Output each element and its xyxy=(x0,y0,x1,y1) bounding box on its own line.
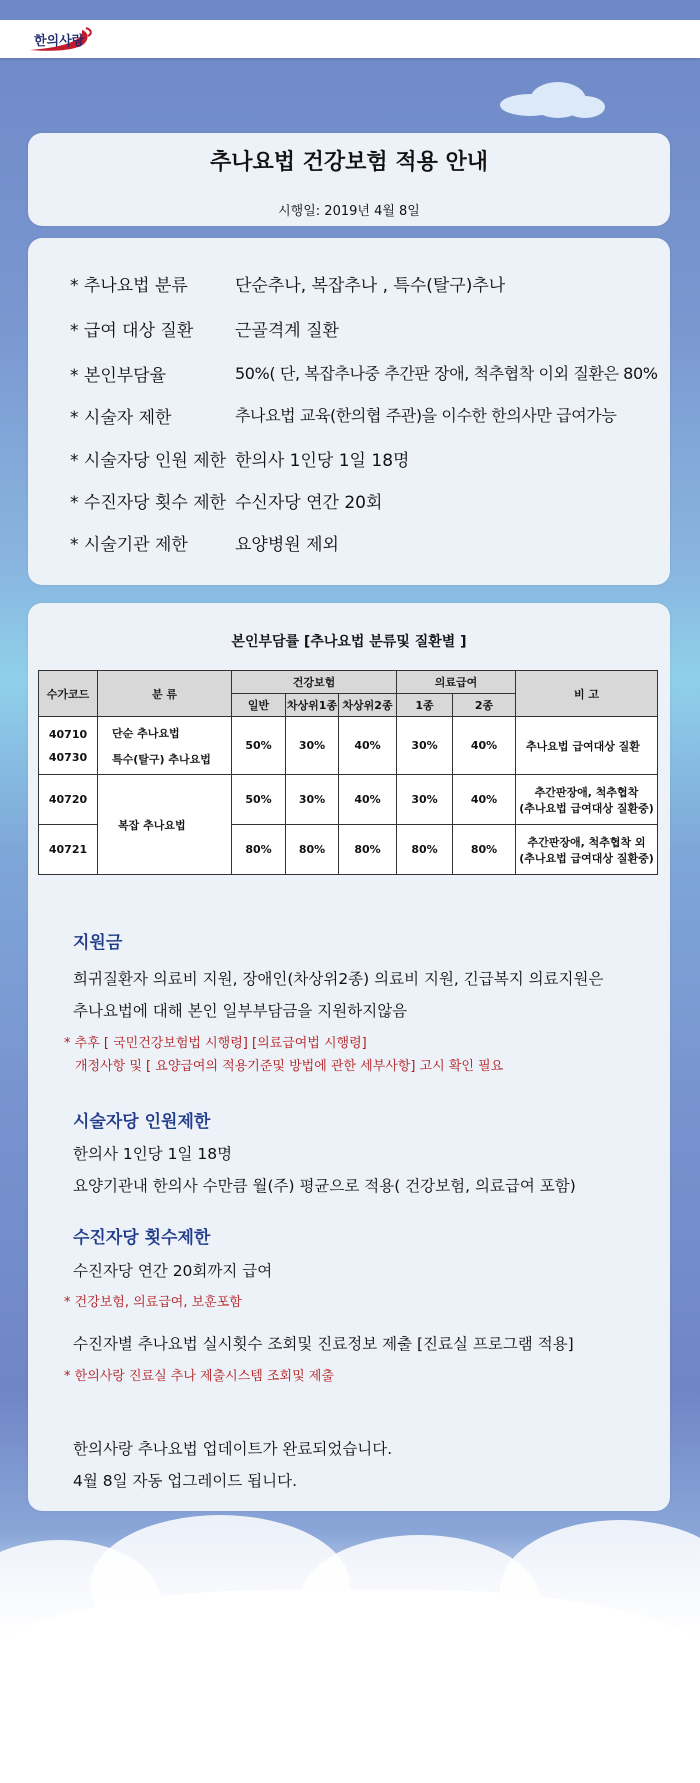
col-insurance: 건강보험 xyxy=(232,671,397,694)
category-value: 특수(탈구) 추나요법 xyxy=(112,752,211,766)
visit-limit-line: 수진자당 연간 20회까지 급여 xyxy=(73,1262,273,1280)
rate-cell: 40% xyxy=(339,717,397,775)
remarks-cell: 추나요법 급여대상 질환 xyxy=(516,717,658,775)
subsidy-heading: 지원금 xyxy=(73,933,123,953)
rule-row xyxy=(70,530,670,555)
rule-key: * 수진자당 횟수 제한 xyxy=(70,493,227,513)
rule-value: 한의사 1인당 1일 18명 xyxy=(235,451,410,471)
title-card xyxy=(28,133,670,226)
rate-cell: 40% xyxy=(339,775,397,825)
effective-date: 시행일: 2019년 4월 8일 xyxy=(278,204,420,219)
rule-key: * 시술자 제한 xyxy=(70,408,172,428)
rate-cell: 80% xyxy=(339,825,397,875)
remarks-line: (추나요법 급여대상 질환중) xyxy=(519,801,654,815)
rate-cell: 80% xyxy=(286,825,339,875)
remarks-cell xyxy=(516,775,658,825)
rule-key: * 시술기관 제한 xyxy=(70,535,188,555)
remarks-line: 추간판장애, 척추협착 xyxy=(534,785,639,799)
rate-cell: 80% xyxy=(232,825,286,875)
col-code: 수가코드 xyxy=(39,671,98,717)
category-value: 단순 추나요법 xyxy=(112,726,180,740)
notice-title: 추나요법 건강보험 적용 안내 xyxy=(209,150,488,175)
subcol-aid-2: 2종 xyxy=(453,694,516,717)
rate-cell: 80% xyxy=(397,825,453,875)
subcol-nextlowest-1: 차상위1종 xyxy=(286,694,339,717)
rule-row xyxy=(70,488,670,513)
table-row xyxy=(39,717,658,775)
code-cell xyxy=(39,717,98,775)
subsidy-line: 추나요법에 대해 본인 일부부담금을 지원하지않음 xyxy=(73,1002,408,1020)
staff-limit-line: 한의사 1인당 1일 18명 xyxy=(73,1145,233,1163)
subsidy-line: 희귀질환자 의료비 지원, 장애인(차상위2종) 의료비 지원, 긴급복지 의료지원은 xyxy=(73,970,604,988)
col-medical-aid: 의료급여 xyxy=(397,671,516,694)
subcol-aid-1: 1종 xyxy=(397,694,453,717)
subsidy-note: 개정사항 및 [ 요양급여의 적용기준및 방법에 관한 세부사항] 고시 확인 필요 xyxy=(75,1059,504,1074)
col-remarks: 비 고 xyxy=(516,671,658,717)
rate-cell: 30% xyxy=(397,717,453,775)
visit-limit-note: * 한의사랑 진료실 추나 제출시스템 조회및 제출 xyxy=(64,1369,334,1384)
staff-limit-heading: 시술자당 인원제한 xyxy=(73,1112,211,1132)
update-line: 한의사랑 추나요법 업데이트가 완료되었습니다. xyxy=(73,1440,393,1458)
rule-row xyxy=(70,446,670,471)
rule-value: 요양병원 제외 xyxy=(235,535,339,555)
remarks-line: (추나요법 급여대상 질환중) xyxy=(519,851,654,865)
copay-table xyxy=(38,670,658,875)
code-cell: 40720 xyxy=(39,775,98,825)
rule-key: * 시술자당 인원 제한 xyxy=(70,451,227,471)
rate-cell: 50% xyxy=(232,775,286,825)
subsidy-note: * 추후 [ 국민건강보험법 시행령] [의료급여법 시행령] xyxy=(64,1036,367,1051)
update-line: 4월 8일 자동 업그레이드 됩니다. xyxy=(73,1472,298,1490)
rule-row xyxy=(70,271,670,296)
rule-row xyxy=(70,361,670,386)
subcol-general: 일반 xyxy=(232,694,286,717)
rate-cell: 50% xyxy=(232,717,286,775)
rate-cell: 30% xyxy=(286,775,339,825)
category-cell xyxy=(98,717,232,775)
cloud-decoration xyxy=(0,1590,700,1783)
rule-row xyxy=(70,316,670,341)
col-category: 분 류 xyxy=(98,671,232,717)
rate-cell: 30% xyxy=(397,775,453,825)
rule-value: 수신자당 연간 20회 xyxy=(235,493,383,513)
visit-limit-heading: 수진자당 횟수제한 xyxy=(73,1228,211,1248)
rate-cell: 40% xyxy=(453,775,516,825)
rule-key: * 본인부담율 xyxy=(70,366,167,386)
code-value: 40730 xyxy=(48,750,88,764)
rate-cell: 80% xyxy=(453,825,516,875)
visit-limit-note: * 건강보험, 의료급여, 보훈포함 xyxy=(64,1295,242,1310)
table-row xyxy=(39,775,658,825)
cloud-decoration xyxy=(565,96,605,118)
header-bar xyxy=(0,20,700,58)
rule-value: 근골격계 질환 xyxy=(235,321,339,341)
rule-key: * 추나요법 분류 xyxy=(70,276,188,296)
rule-value: 추나요법 교육(한의협 주관)을 이수한 한의사만 급여가능 xyxy=(235,406,617,425)
subcol-nextlowest-2: 차상위2종 xyxy=(339,694,397,717)
code-value: 40710 xyxy=(48,727,88,741)
rule-value: 단순추나, 복잡추나 , 특수(탈구)추나 xyxy=(235,276,506,296)
staff-limit-line: 요양기관내 한의사 수만큼 월(주) 평균으로 적용( 건강보험, 의료급여 포함) xyxy=(73,1177,576,1195)
remarks-line: 추간판장애, 척추협착 외 xyxy=(527,835,646,849)
rate-cell: 30% xyxy=(286,717,339,775)
table-title: 본인부담률 [추나요법 분류및 질환별 ] xyxy=(231,634,467,650)
remarks-cell xyxy=(516,825,658,875)
brand-logo[interactable] xyxy=(26,26,96,52)
visit-limit-line: 수진자별 추나요법 실시횟수 조회및 진료정보 제출 [진료실 프로그램 적용] xyxy=(73,1335,574,1353)
rule-key: * 급여 대상 질환 xyxy=(70,321,194,341)
category-cell: 복잡 추나요법 xyxy=(98,775,232,875)
info-card xyxy=(28,603,670,1511)
logo-text: 한의사랑 xyxy=(34,34,85,49)
rule-value: 50%( 단, 복잡추나중 추간판 장애, 척추협착 이외 질환은 80% xyxy=(235,364,658,383)
code-cell: 40721 xyxy=(39,825,98,875)
rule-row xyxy=(70,403,670,428)
rules-card xyxy=(28,238,670,585)
rate-cell: 40% xyxy=(453,717,516,775)
